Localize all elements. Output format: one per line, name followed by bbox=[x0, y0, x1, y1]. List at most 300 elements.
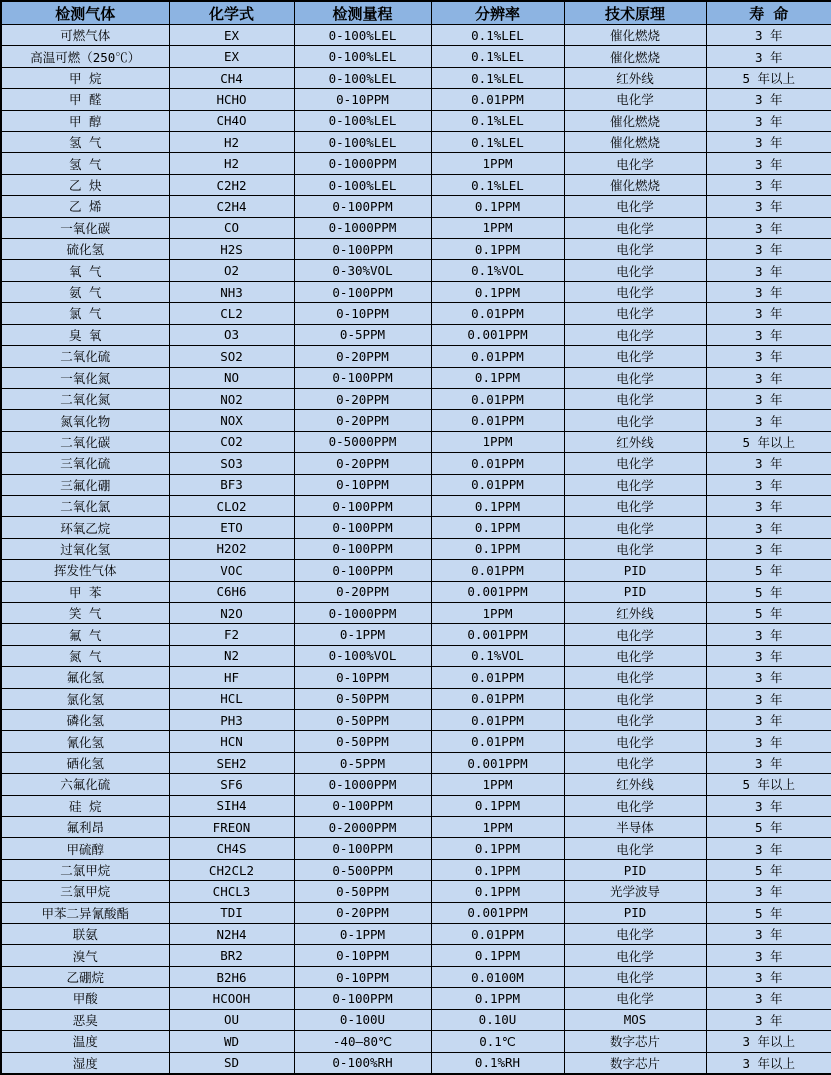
table-row bbox=[1, 46, 831, 67]
lifespan-cell: 3 年 bbox=[706, 303, 831, 324]
header-row bbox=[1, 1, 831, 25]
gas-name-cell: 氯化氢 bbox=[1, 688, 169, 709]
gas-name-cell: 二氧化碳 bbox=[1, 431, 169, 452]
principle-cell: 数字芯片 bbox=[564, 1031, 706, 1052]
resolution-cell: 0.1PPM bbox=[431, 881, 564, 902]
table-row bbox=[1, 367, 831, 388]
gas-name-cell: 硫化氢 bbox=[1, 239, 169, 260]
principle-cell: 电化学 bbox=[564, 388, 706, 409]
formula-cell: O3 bbox=[169, 324, 294, 345]
resolution-cell: 0.01PPM bbox=[431, 89, 564, 110]
range-cell: 0-100PPM bbox=[294, 517, 431, 538]
principle-cell: 电化学 bbox=[564, 924, 706, 945]
gas-name-cell: 甲 醇 bbox=[1, 110, 169, 131]
gas-name-cell: 环氧乙烷 bbox=[1, 517, 169, 538]
table-row bbox=[1, 517, 831, 538]
lifespan-cell: 5 年 bbox=[706, 581, 831, 602]
lifespan-cell: 3 年 bbox=[706, 517, 831, 538]
resolution-cell: 0.01PPM bbox=[431, 346, 564, 367]
resolution-cell: 0.01PPM bbox=[431, 924, 564, 945]
gas-name-cell: 一氧化氮 bbox=[1, 367, 169, 388]
principle-cell: 电化学 bbox=[564, 838, 706, 859]
lifespan-cell: 3 年 bbox=[706, 46, 831, 67]
principle-cell: 电化学 bbox=[564, 239, 706, 260]
table-row bbox=[1, 89, 831, 110]
range-cell: 0-100PPM bbox=[294, 239, 431, 260]
gas-name-cell: 溴气 bbox=[1, 945, 169, 966]
range-cell: 0-100PPM bbox=[294, 795, 431, 816]
principle-cell: 电化学 bbox=[564, 795, 706, 816]
formula-cell: SIH4 bbox=[169, 795, 294, 816]
resolution-cell: 0.10U bbox=[431, 1009, 564, 1030]
principle-cell: 电化学 bbox=[564, 324, 706, 345]
principle-cell: 电化学 bbox=[564, 752, 706, 773]
formula-cell: CH4S bbox=[169, 838, 294, 859]
gas-name-cell: 氟 气 bbox=[1, 624, 169, 645]
range-cell: 0-1000PPM bbox=[294, 774, 431, 795]
resolution-cell: 0.001PPM bbox=[431, 581, 564, 602]
range-cell: 0-100%RH bbox=[294, 1052, 431, 1074]
principle-cell: 催化燃烧 bbox=[564, 110, 706, 131]
table-row bbox=[1, 153, 831, 174]
resolution-cell: 0.01PPM bbox=[431, 731, 564, 752]
table-row bbox=[1, 67, 831, 88]
principle-cell: 催化燃烧 bbox=[564, 25, 706, 46]
principle-cell: 电化学 bbox=[564, 153, 706, 174]
table-row bbox=[1, 431, 831, 452]
table-row bbox=[1, 538, 831, 559]
resolution-cell: 0.1%VOL bbox=[431, 260, 564, 281]
resolution-cell: 1PPM bbox=[431, 817, 564, 838]
table-row bbox=[1, 752, 831, 773]
table-row bbox=[1, 881, 831, 902]
gas-name-cell: 甲 醛 bbox=[1, 89, 169, 110]
resolution-cell: 0.1PPM bbox=[431, 988, 564, 1009]
resolution-cell: 0.1%VOL bbox=[431, 645, 564, 666]
principle-cell: 电化学 bbox=[564, 303, 706, 324]
formula-cell: VOC bbox=[169, 560, 294, 581]
range-cell: 0-10PPM bbox=[294, 474, 431, 495]
principle-cell: 电化学 bbox=[564, 495, 706, 516]
range-cell: 0-100%LEL bbox=[294, 46, 431, 67]
table-row bbox=[1, 602, 831, 623]
gas-name-cell: 三氟化硼 bbox=[1, 474, 169, 495]
range-cell: 0-100%VOL bbox=[294, 645, 431, 666]
range-cell: 0-100PPM bbox=[294, 838, 431, 859]
formula-cell: H2O2 bbox=[169, 538, 294, 559]
resolution-cell: 0.1%LEL bbox=[431, 46, 564, 67]
table-row bbox=[1, 581, 831, 602]
table-row bbox=[1, 817, 831, 838]
lifespan-cell: 3 年 bbox=[706, 988, 831, 1009]
formula-cell: SO3 bbox=[169, 453, 294, 474]
lifespan-cell: 3 年 bbox=[706, 174, 831, 195]
principle-cell: 红外线 bbox=[564, 602, 706, 623]
principle-cell: 电化学 bbox=[564, 281, 706, 302]
resolution-cell: 0.01PPM bbox=[431, 688, 564, 709]
lifespan-cell: 3 年 bbox=[706, 110, 831, 131]
formula-cell: CH2CL2 bbox=[169, 859, 294, 880]
table-row bbox=[1, 838, 831, 859]
lifespan-cell: 3 年 bbox=[706, 731, 831, 752]
resolution-cell: 0.1℃ bbox=[431, 1031, 564, 1052]
lifespan-cell: 3 年 bbox=[706, 367, 831, 388]
resolution-cell: 0.01PPM bbox=[431, 303, 564, 324]
gas-name-cell: 磷化氢 bbox=[1, 710, 169, 731]
principle-cell: 催化燃烧 bbox=[564, 132, 706, 153]
gas-name-cell: 氢 气 bbox=[1, 132, 169, 153]
resolution-cell: 0.1PPM bbox=[431, 196, 564, 217]
gas-name-cell: 六氟化硫 bbox=[1, 774, 169, 795]
lifespan-cell: 3 年 bbox=[706, 260, 831, 281]
principle-cell: MOS bbox=[564, 1009, 706, 1030]
gas-name-cell: 氧 气 bbox=[1, 260, 169, 281]
lifespan-cell: 3 年 bbox=[706, 25, 831, 46]
lifespan-cell: 3 年 bbox=[706, 453, 831, 474]
resolution-cell: 0.1%LEL bbox=[431, 174, 564, 195]
gas-name-cell: 二氧化氯 bbox=[1, 495, 169, 516]
formula-cell: HCOOH bbox=[169, 988, 294, 1009]
gas-name-cell: 硒化氢 bbox=[1, 752, 169, 773]
table-row bbox=[1, 132, 831, 153]
lifespan-cell: 5 年 bbox=[706, 560, 831, 581]
formula-cell: SO2 bbox=[169, 346, 294, 367]
formula-cell: FREON bbox=[169, 817, 294, 838]
table-row bbox=[1, 774, 831, 795]
lifespan-cell: 3 年 bbox=[706, 217, 831, 238]
table-header bbox=[1, 1, 831, 25]
gas-name-cell: 氰化氢 bbox=[1, 731, 169, 752]
table-row bbox=[1, 1052, 831, 1074]
principle-cell: 半导体 bbox=[564, 817, 706, 838]
formula-cell: C2H4 bbox=[169, 196, 294, 217]
lifespan-cell: 3 年 bbox=[706, 752, 831, 773]
gas-name-cell: 乙 烯 bbox=[1, 196, 169, 217]
resolution-cell: 0.1PPM bbox=[431, 281, 564, 302]
resolution-cell: 0.1PPM bbox=[431, 838, 564, 859]
resolution-cell: 0.1PPM bbox=[431, 945, 564, 966]
formula-cell: PH3 bbox=[169, 710, 294, 731]
lifespan-cell: 3 年 bbox=[706, 795, 831, 816]
resolution-cell: 0.1PPM bbox=[431, 859, 564, 880]
principle-cell: 数字芯片 bbox=[564, 1052, 706, 1074]
formula-cell: CO2 bbox=[169, 431, 294, 452]
principle-cell: 电化学 bbox=[564, 988, 706, 1009]
range-cell: 0-5000PPM bbox=[294, 431, 431, 452]
principle-cell: PID bbox=[564, 902, 706, 923]
principle-cell: 电化学 bbox=[564, 710, 706, 731]
table-row bbox=[1, 1009, 831, 1030]
principle-cell: 电化学 bbox=[564, 688, 706, 709]
table-row bbox=[1, 988, 831, 1009]
header-cell-principle: 技术原理 bbox=[564, 1, 706, 25]
principle-cell: PID bbox=[564, 859, 706, 880]
range-cell: 0-1PPM bbox=[294, 624, 431, 645]
principle-cell: 催化燃烧 bbox=[564, 46, 706, 67]
lifespan-cell: 5 年 bbox=[706, 902, 831, 923]
table-row bbox=[1, 859, 831, 880]
lifespan-cell: 3 年 bbox=[706, 624, 831, 645]
gas-name-cell: 二氯甲烷 bbox=[1, 859, 169, 880]
gas-name-cell: 氟利昂 bbox=[1, 817, 169, 838]
resolution-cell: 1PPM bbox=[431, 431, 564, 452]
gas-name-cell: 氮氧化物 bbox=[1, 410, 169, 431]
gas-name-cell: 二氧化氮 bbox=[1, 388, 169, 409]
range-cell: 0-10PPM bbox=[294, 667, 431, 688]
table-row bbox=[1, 260, 831, 281]
table-row bbox=[1, 688, 831, 709]
lifespan-cell: 3 年 bbox=[706, 667, 831, 688]
gas-name-cell: 三氯甲烷 bbox=[1, 881, 169, 902]
range-cell: 0-20PPM bbox=[294, 410, 431, 431]
table-row bbox=[1, 924, 831, 945]
resolution-cell: 0.1PPM bbox=[431, 495, 564, 516]
range-cell: 0-30%VOL bbox=[294, 260, 431, 281]
range-cell: 0-100%LEL bbox=[294, 110, 431, 131]
resolution-cell: 0.01PPM bbox=[431, 710, 564, 731]
table-row bbox=[1, 196, 831, 217]
lifespan-cell: 5 年以上 bbox=[706, 774, 831, 795]
range-cell: 0-100PPM bbox=[294, 988, 431, 1009]
lifespan-cell: 3 年 bbox=[706, 881, 831, 902]
range-cell: 0-5PPM bbox=[294, 752, 431, 773]
formula-cell: N2O bbox=[169, 602, 294, 623]
gas-name-cell: 恶臭 bbox=[1, 1009, 169, 1030]
resolution-cell: 0.0100M bbox=[431, 966, 564, 987]
lifespan-cell: 3 年 bbox=[706, 966, 831, 987]
principle-cell: 电化学 bbox=[564, 731, 706, 752]
range-cell: 0-20PPM bbox=[294, 581, 431, 602]
gas-name-cell: 三氧化硫 bbox=[1, 453, 169, 474]
principle-cell: 电化学 bbox=[564, 624, 706, 645]
lifespan-cell: 5 年 bbox=[706, 859, 831, 880]
header-cell-gas-name: 检测气体 bbox=[1, 1, 169, 25]
principle-cell: 电化学 bbox=[564, 474, 706, 495]
formula-cell: CO bbox=[169, 217, 294, 238]
lifespan-cell: 3 年 bbox=[706, 410, 831, 431]
resolution-cell: 0.01PPM bbox=[431, 560, 564, 581]
range-cell: 0-1000PPM bbox=[294, 217, 431, 238]
formula-cell: ETO bbox=[169, 517, 294, 538]
resolution-cell: 0.01PPM bbox=[431, 410, 564, 431]
gas-name-cell: 乙 炔 bbox=[1, 174, 169, 195]
gas-name-cell: 高温可燃（250℃） bbox=[1, 46, 169, 67]
formula-cell: CL2 bbox=[169, 303, 294, 324]
range-cell: 0-1000PPM bbox=[294, 602, 431, 623]
lifespan-cell: 3 年以上 bbox=[706, 1052, 831, 1074]
formula-cell: B2H6 bbox=[169, 966, 294, 987]
lifespan-cell: 3 年 bbox=[706, 538, 831, 559]
table-body bbox=[1, 25, 831, 1075]
lifespan-cell: 3 年 bbox=[706, 239, 831, 260]
range-cell: 0-100%LEL bbox=[294, 132, 431, 153]
formula-cell: SD bbox=[169, 1052, 294, 1074]
range-cell: 0-20PPM bbox=[294, 388, 431, 409]
gas-name-cell: 甲苯二异氰酸酯 bbox=[1, 902, 169, 923]
resolution-cell: 1PPM bbox=[431, 602, 564, 623]
table-row bbox=[1, 560, 831, 581]
range-cell: 0-2000PPM bbox=[294, 817, 431, 838]
range-cell: 0-100PPM bbox=[294, 538, 431, 559]
formula-cell: EX bbox=[169, 25, 294, 46]
gas-name-cell: 甲 烷 bbox=[1, 67, 169, 88]
formula-cell: NO bbox=[169, 367, 294, 388]
range-cell: 0-20PPM bbox=[294, 346, 431, 367]
table-row bbox=[1, 731, 831, 752]
formula-cell: H2S bbox=[169, 239, 294, 260]
table-row bbox=[1, 388, 831, 409]
range-cell: 0-50PPM bbox=[294, 881, 431, 902]
formula-cell: NO2 bbox=[169, 388, 294, 409]
gas-name-cell: 甲酸 bbox=[1, 988, 169, 1009]
header-cell-resolution: 分辨率 bbox=[431, 1, 564, 25]
table-row bbox=[1, 346, 831, 367]
lifespan-cell: 3 年 bbox=[706, 388, 831, 409]
table-row bbox=[1, 303, 831, 324]
range-cell: 0-50PPM bbox=[294, 688, 431, 709]
resolution-cell: 0.001PPM bbox=[431, 902, 564, 923]
resolution-cell: 1PPM bbox=[431, 217, 564, 238]
lifespan-cell: 3 年以上 bbox=[706, 1031, 831, 1052]
table-row bbox=[1, 474, 831, 495]
resolution-cell: 0.1%LEL bbox=[431, 67, 564, 88]
resolution-cell: 0.1%LEL bbox=[431, 110, 564, 131]
lifespan-cell: 3 年 bbox=[706, 838, 831, 859]
lifespan-cell: 3 年 bbox=[706, 495, 831, 516]
table-row bbox=[1, 324, 831, 345]
lifespan-cell: 3 年 bbox=[706, 346, 831, 367]
table-row bbox=[1, 710, 831, 731]
gas-name-cell: 湿度 bbox=[1, 1052, 169, 1074]
range-cell: 0-100%LEL bbox=[294, 25, 431, 46]
range-cell: 0-100PPM bbox=[294, 281, 431, 302]
principle-cell: 电化学 bbox=[564, 367, 706, 388]
resolution-cell: 0.01PPM bbox=[431, 474, 564, 495]
principle-cell: 电化学 bbox=[564, 966, 706, 987]
gas-name-cell: 挥发性气体 bbox=[1, 560, 169, 581]
formula-cell: NOX bbox=[169, 410, 294, 431]
lifespan-cell: 3 年 bbox=[706, 645, 831, 666]
lifespan-cell: 3 年 bbox=[706, 945, 831, 966]
range-cell: 0-1PPM bbox=[294, 924, 431, 945]
range-cell: 0-100%LEL bbox=[294, 67, 431, 88]
table-row bbox=[1, 645, 831, 666]
lifespan-cell: 3 年 bbox=[706, 924, 831, 945]
range-cell: 0-1000PPM bbox=[294, 153, 431, 174]
table-row bbox=[1, 281, 831, 302]
table-row bbox=[1, 453, 831, 474]
gas-name-cell: 氮 气 bbox=[1, 645, 169, 666]
formula-cell: H2 bbox=[169, 132, 294, 153]
table-row bbox=[1, 1031, 831, 1052]
table-row bbox=[1, 795, 831, 816]
table-row bbox=[1, 495, 831, 516]
resolution-cell: 0.01PPM bbox=[431, 453, 564, 474]
lifespan-cell: 3 年 bbox=[706, 324, 831, 345]
table-row bbox=[1, 410, 831, 431]
lifespan-cell: 5 年以上 bbox=[706, 67, 831, 88]
range-cell: 0-100%LEL bbox=[294, 174, 431, 195]
gas-name-cell: 温度 bbox=[1, 1031, 169, 1052]
formula-cell: NH3 bbox=[169, 281, 294, 302]
lifespan-cell: 3 年 bbox=[706, 89, 831, 110]
lifespan-cell: 5 年 bbox=[706, 602, 831, 623]
formula-cell: N2H4 bbox=[169, 924, 294, 945]
principle-cell: 电化学 bbox=[564, 538, 706, 559]
formula-cell: SEH2 bbox=[169, 752, 294, 773]
resolution-cell: 1PPM bbox=[431, 774, 564, 795]
lifespan-cell: 3 年 bbox=[706, 132, 831, 153]
formula-cell: HCN bbox=[169, 731, 294, 752]
range-cell: 0-10PPM bbox=[294, 945, 431, 966]
formula-cell: CLO2 bbox=[169, 495, 294, 516]
principle-cell: PID bbox=[564, 560, 706, 581]
range-cell: 0-100PPM bbox=[294, 560, 431, 581]
principle-cell: 电化学 bbox=[564, 410, 706, 431]
lifespan-cell: 3 年 bbox=[706, 153, 831, 174]
formula-cell: N2 bbox=[169, 645, 294, 666]
range-cell: 0-100PPM bbox=[294, 367, 431, 388]
principle-cell: 电化学 bbox=[564, 453, 706, 474]
gas-name-cell: 过氧化氢 bbox=[1, 538, 169, 559]
range-cell: 0-10PPM bbox=[294, 966, 431, 987]
principle-cell: 红外线 bbox=[564, 67, 706, 88]
lifespan-cell: 3 年 bbox=[706, 710, 831, 731]
range-cell: 0-50PPM bbox=[294, 710, 431, 731]
formula-cell: CH4O bbox=[169, 110, 294, 131]
principle-cell: PID bbox=[564, 581, 706, 602]
gas-name-cell: 臭 氧 bbox=[1, 324, 169, 345]
gas-name-cell: 二氧化硫 bbox=[1, 346, 169, 367]
range-cell: 0-100PPM bbox=[294, 196, 431, 217]
resolution-cell: 0.1PPM bbox=[431, 239, 564, 260]
principle-cell: 电化学 bbox=[564, 346, 706, 367]
resolution-cell: 0.01PPM bbox=[431, 388, 564, 409]
principle-cell: 电化学 bbox=[564, 645, 706, 666]
principle-cell: 电化学 bbox=[564, 260, 706, 281]
formula-cell: HF bbox=[169, 667, 294, 688]
principle-cell: 电化学 bbox=[564, 517, 706, 538]
range-cell: 0-100U bbox=[294, 1009, 431, 1030]
gas-name-cell: 甲 苯 bbox=[1, 581, 169, 602]
formula-cell: F2 bbox=[169, 624, 294, 645]
range-cell: 0-100PPM bbox=[294, 495, 431, 516]
principle-cell: 电化学 bbox=[564, 217, 706, 238]
gas-name-cell: 一氧化碳 bbox=[1, 217, 169, 238]
formula-cell: WD bbox=[169, 1031, 294, 1052]
gas-name-cell: 硅 烷 bbox=[1, 795, 169, 816]
formula-cell: C2H2 bbox=[169, 174, 294, 195]
principle-cell: 红外线 bbox=[564, 431, 706, 452]
resolution-cell: 0.1%LEL bbox=[431, 132, 564, 153]
gas-name-cell: 氨 气 bbox=[1, 281, 169, 302]
table-row bbox=[1, 110, 831, 131]
table-row bbox=[1, 945, 831, 966]
formula-cell: CH4 bbox=[169, 67, 294, 88]
principle-cell: 电化学 bbox=[564, 667, 706, 688]
resolution-cell: 0.001PPM bbox=[431, 752, 564, 773]
range-cell: 0-50PPM bbox=[294, 731, 431, 752]
resolution-cell: 0.001PPM bbox=[431, 324, 564, 345]
gas-name-cell: 笑 气 bbox=[1, 602, 169, 623]
range-cell: 0-20PPM bbox=[294, 453, 431, 474]
principle-cell: 电化学 bbox=[564, 945, 706, 966]
lifespan-cell: 3 年 bbox=[706, 1009, 831, 1030]
formula-cell: H2 bbox=[169, 153, 294, 174]
formula-cell: O2 bbox=[169, 260, 294, 281]
gas-name-cell: 联氨 bbox=[1, 924, 169, 945]
table-row bbox=[1, 239, 831, 260]
